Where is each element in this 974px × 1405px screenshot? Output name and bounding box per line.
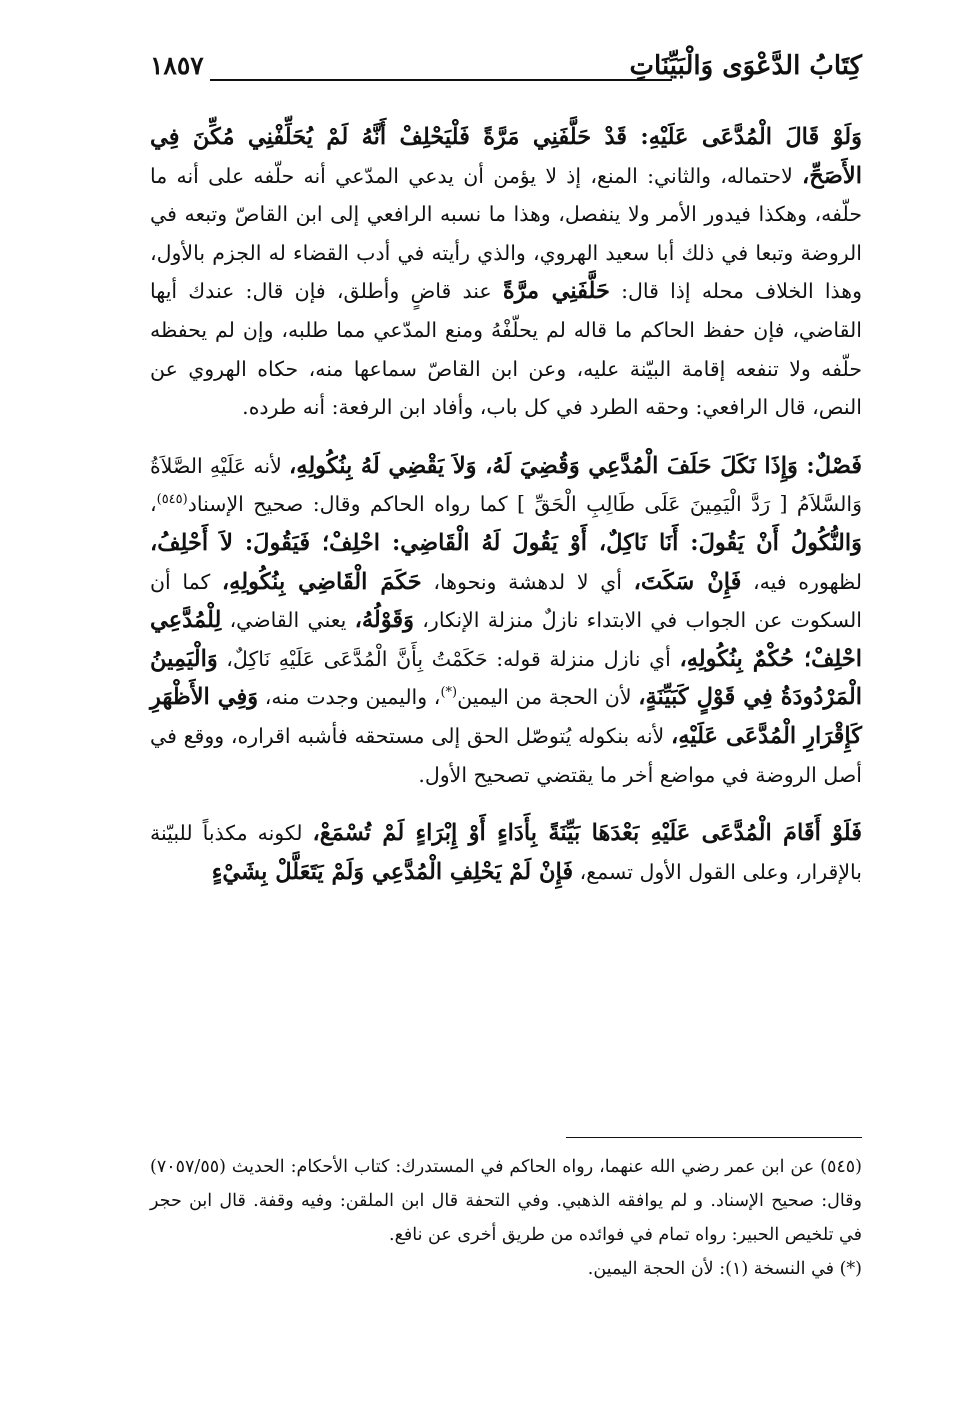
matn-text: فَإِنْ لَمْ يَحْلِفِ الْمُدَّعِي وَلَمْ يَتَعَلَّلْ بِشَيْءٍ <box>211 858 574 885</box>
commentary-text: لاحتماله، والثاني: المنع، إذ لا يؤمن أن يدعي المدّعي أنه حلّفه على أنه ما حلّفه، وهكذا فيدور الأمر ولا ينفصل، وهذا ما نسبه الرافعي إلى ابن القاصّ وتبعه في الروضة وتبعا في ذلك أبا سعيد الهروي، والذي رأيته في أدب القضاء له الجزم بالأول، وهذا الخلاف محله إذا قال: <box>150 163 863 304</box>
matn-text: لِلْمُدَّعِي احْلِفْ؛ حُكْمٌ بِنُكُولِهِ، <box>150 607 862 672</box>
commentary-text: ، واليمين وجدت منه، <box>258 685 441 710</box>
commentary-text: لأنه عَلَيْهِ الصَّلاَةُ وَالسَّلاَمُ [ رَدَّ الْيَمِينَ عَلَى طَالِبِ الْحَقِّ ] كما رواه الحاكم وقال: صحيح الإسناد <box>150 453 862 517</box>
matn-text: وَلَوْ قَالَ الْمُدَّعَى عَلَيْهِ: قَدْ حَلَّفَنِي مَرَّةً فَلْيَحْلِفْ أَنَّهُ لَمْ يُحَلِّفْنِي مُكِّنَ فِي الأَصَحِّ، <box>150 124 862 189</box>
commentary-text: أي نازل منزلة قوله: حَكَمْتُ بِأَنَّ الْمُدَّعَى عَلَيْهِ نَاكِلٌ، <box>217 646 680 671</box>
paragraph-3 <box>150 814 862 891</box>
matn-text: وَفِي الأَظْهَرِ كَإِقْرَارِ الْمُدَّعَى عَلَيْهِ، <box>150 684 862 749</box>
section-heading-matn: فَصْلٌ: وَإِذَا نَكَلَ حَلَفَ الْمُدَّعِي وَقُضِيَ لَهُ، وَلاَ يَقْضِي لَهُ بِنُكُولِهِ، <box>289 452 862 479</box>
commentary-text: لكونه مكذباً للبيّنة بالإقرار، وعلى القول الأول تسمع، <box>150 821 862 884</box>
matn-text: وَالْيَمِينُ الْمَرْدُودَةُ فِي قَوْلٍ كَبَيِّنَةٍ، <box>150 645 862 711</box>
running-title: كِتَابُ الدَّعْوَى وَالْبَيِّنَاتِ <box>629 51 862 81</box>
commentary-text: لأن الحجة من اليمين <box>457 685 639 710</box>
commentary-text: يعني القاضي، <box>221 608 355 633</box>
footnotes <box>150 1150 862 1286</box>
main-text <box>150 118 862 911</box>
footnote-545: (٥٤٥) عن ابن عمر رضي الله عنهما، رواه الحاكم في المستدرك: كتاب الأحكام: الحديث (٧٠٥٧/٥٥) وقال: صحيح الإسناد. و لم يوافقه الذهبي. وفي التحفة قال ابن الملقن: وفيه وقفة. قال ابن حجر في تلخيص الحبير: رواه تمام في فوائده من طريق أخرى عن نافع. <box>150 1157 862 1245</box>
paragraph-2 <box>150 447 862 794</box>
commentary-text: لظهوره فيه، <box>741 569 862 594</box>
commentary-text: عند قاضٍ وأطلق، فإن قال: عندك أيها القاضي، فإن حفظ الحاكم ما قاله لم يحلّفْهُ ومنع المدّعي مما طلبه، وإن لم يحفظه حلّفه ولا تنفعه إقامة البيّنة عليه، وعن ابن القاصّ سماعها منه، حكاه الهروي عن النص، قال الرافعي: وحقه الطرد في كل باب، وأفاد ابن الرفعة: أنه طرده. <box>150 279 862 420</box>
commentary-text: أي لا لدهشة ونحوها، <box>421 569 634 594</box>
paragraph-1 <box>150 118 862 427</box>
footnote-asterisk: (*) في النسخة (١): لأن الحجة اليمين. <box>587 1259 862 1279</box>
page-header <box>150 48 862 88</box>
commentary-text: ، <box>150 492 157 517</box>
footnote-reference: (٥٤٥) <box>156 492 188 508</box>
matn-text: وَقَوْلُهُ، <box>354 607 415 634</box>
footnote-separator <box>566 1137 862 1138</box>
matn-text: حَلَّفَنِي مرَّةً <box>502 278 610 305</box>
matn-text: فَإِنْ سَكَتَ، <box>633 568 742 595</box>
matn-text: حَكَمَ الْقَاضِي بِنُكُولِهِ، <box>221 568 422 595</box>
matn-text: وَالنُّكُولُ أَنْ يَقُولَ: أَنَا نَاكِلٌ، أَوْ يَقُولَ لَهُ الْقَاضِي: احْلِفْ؛ فَيَقُولَ: لاَ أَحْلِفُ، <box>150 529 862 556</box>
footnote-reference: (*) <box>440 685 458 701</box>
header-rule <box>210 79 672 81</box>
page-number: ١٨٥٧ <box>150 51 204 80</box>
matn-text: فَلَوْ أَقَامَ الْمُدَّعَى عَلَيْهِ بَعْدَهَا بَيِّنَةً بِأَدَاءٍ أَوْ إِبْرَاءٍ لَمْ تُسْمَعْ، <box>312 820 863 847</box>
commentary-text: كما أن السكوت عن الجواب في الابتداء نازلٌ منزلة الإنكار، <box>150 569 862 633</box>
commentary-text: لأنه بنكوله يُتوصّل الحق إلى مستحقه فأشبه اقراره، ووقع في أصل الروضة في مواضع أخر ما يقتضي تصحيح الأول. <box>150 723 862 787</box>
